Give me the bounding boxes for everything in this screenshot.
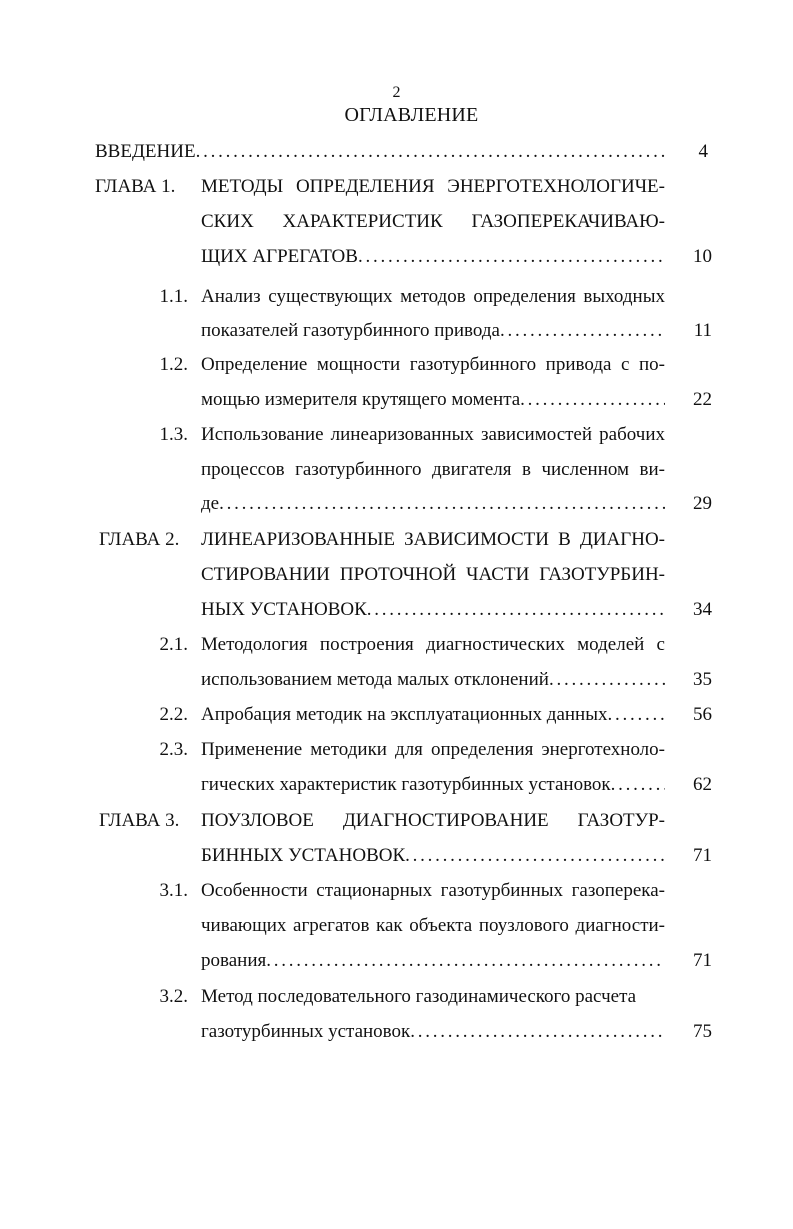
dot-leader — [367, 597, 665, 623]
entry-text: газотурбинных установок — [201, 1021, 411, 1042]
dot-leader — [219, 491, 665, 517]
dot-leader — [266, 948, 665, 974]
section-title-line[interactable] — [201, 948, 665, 974]
chapter-title-line[interactable]: МЕТОДЫ ОПРЕДЕЛЕНИЯ ЭНЕРГОТЕХНОЛОГИЧЕ- — [201, 176, 665, 197]
chapter-label: ГЛАВА 1. — [95, 176, 176, 197]
section-number: 1.1. — [159, 286, 188, 307]
entry-text: ЩИХ АГРЕГАТОВ — [201, 246, 358, 267]
dot-leader — [520, 387, 665, 413]
chapter-title-line[interactable] — [201, 244, 665, 270]
entry-text: НЫХ УСТАНОВОК — [201, 599, 367, 620]
section-title-line[interactable] — [201, 318, 665, 344]
section-title-line[interactable]: Применение методики для определения энерготехноло- — [201, 739, 665, 760]
entry-text: гических характеристик газотурбинных установок — [201, 774, 611, 795]
section-number: 2.2. — [159, 704, 188, 725]
section-title-line[interactable] — [201, 772, 665, 798]
section-title-line[interactable]: чивающих агрегатов как объекта поузлового диагности- — [201, 915, 665, 936]
section-title-line[interactable]: Особенности стационарных газотурбинных газоперека- — [201, 880, 665, 901]
section-number: 3.2. — [159, 986, 188, 1007]
section-number: 3.1. — [159, 880, 188, 901]
section-title-line[interactable]: процессов газотурбинного двигателя в численном ви- — [201, 459, 665, 480]
section-number: 2.3. — [159, 739, 188, 760]
entry-page: 34 — [693, 599, 712, 620]
section-title-line[interactable] — [201, 387, 665, 413]
entry-page: 29 — [693, 493, 712, 514]
entry-page: 56 — [693, 704, 712, 725]
section-title-line[interactable] — [201, 702, 665, 728]
entry-page: 62 — [693, 774, 712, 795]
dot-leader — [410, 1019, 665, 1045]
entry-page: 11 — [693, 320, 712, 341]
page-number: 2 — [392, 84, 401, 101]
entry-page: 4 — [698, 141, 708, 162]
chapter-label: ГЛАВА 3. — [99, 810, 180, 831]
section-title-line[interactable]: Использование линеаризованных зависимостей рабочих — [201, 424, 665, 445]
entry-page: 22 — [693, 389, 712, 410]
chapter-title-line[interactable] — [201, 843, 665, 869]
section-number: 2.1. — [159, 634, 188, 655]
chapter-title-line[interactable]: ПОУЗЛОВОЕ ДИАГНОСТИРОВАНИЕ ГАЗОТУР- — [201, 810, 665, 831]
entry-text: показателей газотурбинного привода — [201, 320, 500, 341]
section-number: 1.3. — [159, 424, 188, 445]
chapter-title-line[interactable]: ЛИНЕАРИЗОВАННЫЕ ЗАВИСИМОСТИ В ДИАГНО- — [201, 529, 665, 550]
section-title-line[interactable] — [201, 491, 665, 517]
section-title-line[interactable] — [201, 1019, 665, 1045]
chapter-label: ГЛАВА 2. — [99, 529, 180, 550]
dot-leader — [611, 772, 665, 798]
entry-text: БИННЫХ УСТАНОВОК — [201, 845, 406, 866]
dot-leader — [549, 667, 665, 693]
chapter-title-line[interactable] — [201, 597, 665, 623]
dot-leader — [358, 244, 665, 270]
section-title-line[interactable]: Метод последовательного газодинамического расчета — [201, 986, 637, 1007]
dot-leader — [500, 318, 665, 344]
section-title-line[interactable]: Методология построения диагностических моделей с — [201, 634, 665, 655]
entry-page: 35 — [693, 669, 712, 690]
dot-leader — [608, 702, 666, 728]
entry-page: 10 — [693, 246, 712, 267]
section-title-line[interactable]: Анализ существующих методов определения выходных — [201, 286, 665, 307]
entry-text: мощью измерителя крутящего момента — [201, 389, 521, 410]
toc-entry-introduction[interactable] — [95, 139, 665, 165]
entry-page: 71 — [693, 845, 712, 866]
dot-leader — [196, 139, 665, 165]
entry-text: рования — [201, 950, 267, 971]
dot-leader — [405, 843, 665, 869]
entry-text: ВВЕДЕНИЕ — [95, 141, 196, 162]
entry-page: 75 — [693, 1021, 712, 1042]
section-number: 1.2. — [159, 354, 188, 375]
section-title-line[interactable]: Определение мощности газотурбинного привода с по- — [201, 354, 665, 375]
toc-title: ОГЛАВЛЕНИЕ — [344, 104, 479, 126]
entry-text: использованием метода малых отклонений — [201, 669, 549, 690]
chapter-title-line[interactable]: СТИРОВАНИИ ПРОТОЧНОЙ ЧАСТИ ГАЗОТУРБИН- — [201, 564, 665, 585]
chapter-title-line[interactable]: СКИХ ХАРАКТЕРИСТИК ГАЗОПЕРЕКАЧИВАЮ- — [201, 211, 665, 232]
entry-page: 71 — [693, 950, 712, 971]
section-title-line[interactable] — [201, 667, 665, 693]
entry-text: де — [201, 493, 220, 514]
entry-text: Апробация методик на эксплуатационных данных — [201, 704, 608, 725]
